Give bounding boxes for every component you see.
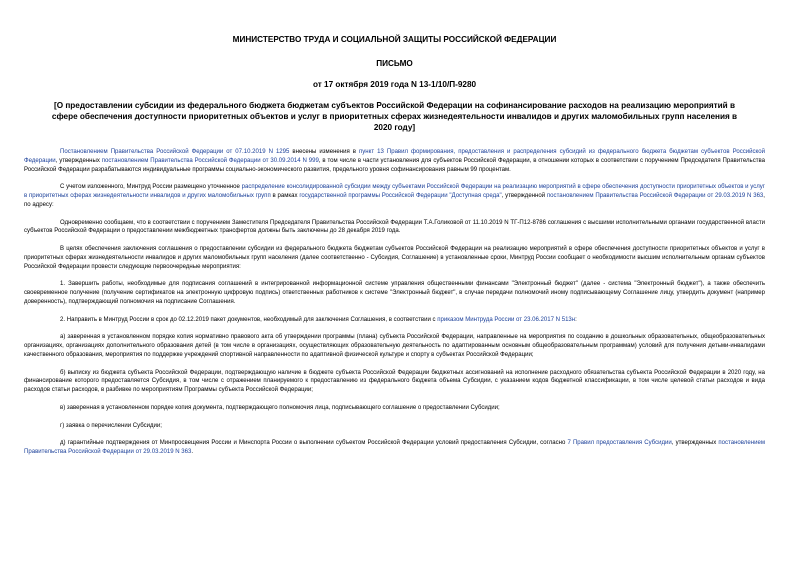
paragraph-2-text-3: , утвержденной bbox=[501, 193, 547, 199]
paragraph-g: г) заявка о перечислении Субсидии; bbox=[60, 422, 162, 429]
paragraph-2 bbox=[24, 183, 765, 209]
paragraph-1-text-3: , в том числе в части установления для субъектов Российской Федерации, в отношении которых в соответствии с поручением Председателя Правительства Российской Федерации разрабатываются индивидуальные программы социально-экономического развития, предельного уровня софинансирования равным 99 процентам. bbox=[24, 157, 765, 173]
link-decree-363[interactable]: постановлением Правительства Российской Федерации от 29.03.2019 N 363 bbox=[546, 193, 764, 199]
paragraph-5: 1. Завершить работы, необходимые для подписания соглашений в интегрированной информационной системе управления общественными финансами "Электронный бюджет" (далее - система "Электронный бюджет"), а также обеспечить своевременное получение (получение сертификатов на электронную цифровую подпись) ответственных работников к системе "Электронный бюджет", в случае передачи полномочий иному подписывающему Соглашение лицу, утвердить документ (например доверенность), подтверждающий полномочия на подписание Соглашения. bbox=[24, 281, 765, 305]
paragraph-2-text-2: в рамках bbox=[270, 193, 300, 199]
document-date-number: от 17 октября 2019 года N 13-1/10/П-9280 bbox=[312, 80, 477, 89]
paragraph-d bbox=[24, 439, 765, 457]
paragraph-6 bbox=[24, 316, 765, 325]
paragraph-1 bbox=[24, 148, 765, 174]
paragraph-6-text-1: 2. Направить в Минтруд России в срок до 02.12.2019 пакет документов, необходимый для заключения Соглашения, в соответствии с bbox=[60, 316, 438, 323]
paragraph-3: Одновременно сообщаем, что в соответствии с поручением Заместителя Председателя Правительства Российской Федерации Т.А.Голиковой от 11.10.2019 N ТГ-П12-8786 соглашения с высшими исполнительными органами государственной власти субъектов Российской Федерации о предоставлении межбюджетных трансфертов должны быть заключены до 28 декабря 2019 года. bbox=[24, 219, 765, 235]
link-decree-999[interactable]: постановлением Правительства Российской Федерации от 30.09.2014 N 999 bbox=[101, 157, 319, 164]
link-decree-1295[interactable]: Постановлением Правительства Российской Федерации от 07.10.2019 N 1295 bbox=[60, 149, 290, 155]
paragraph-d-text-3: . bbox=[191, 449, 194, 455]
paragraph-d-text-1: д) гарантийные подтверждения от Минпросвещения России и Минспорта России о выполнении субъектом Российской Федерации условий предоставления Субсидии, согласно bbox=[60, 440, 568, 447]
link-rules-item-7[interactable]: 7 Правил предоставления Субсидии bbox=[567, 440, 672, 447]
paragraph-1-text-2: , утвержденных bbox=[55, 157, 102, 164]
paragraph-2-text-4: , по адресу: bbox=[24, 193, 765, 208]
paragraph-6-text-2: : bbox=[575, 316, 577, 323]
document-body bbox=[24, 148, 765, 457]
link-decree-363-2[interactable]: постановлением Правительства Российской Федерации от 29.03.2019 N 363 bbox=[24, 440, 765, 455]
link-order-513n[interactable]: приказом Минтруда России от 23.06.2017 N 513н bbox=[437, 316, 576, 323]
paragraph-1-text-1: внесены изменения в bbox=[289, 149, 359, 155]
link-state-program[interactable]: государственной программы Российской Федерации "Доступная среда" bbox=[299, 193, 502, 199]
ministry-heading: МИНИСТЕРСТВО ТРУДА И СОЦИАЛЬНОЙ ЗАЩИТЫ РОССИЙСКОЙ ФЕДЕРАЦИИ bbox=[232, 35, 557, 44]
paragraph-d-text-2: , утвержденных bbox=[671, 440, 719, 447]
document-title: [О предоставлении субсидии из федерального бюджета бюджетам субъектов Российской Федерации на софинансирование расходов на реализацию мероприятий в сфере обеспечения доступности приоритетных объектов и услуг в приоритетных сферах жизнедеятельности инвалидов и других маломобильных групп населения в 2020 году] bbox=[51, 101, 738, 132]
document-type: ПИСЬМО bbox=[376, 59, 413, 68]
paragraph-b: б) выписку из бюджета субъекта Российской Федерации, подтверждающую наличие в бюджете субъекта Российской Федерации бюджетных ассигнований на исполнение расходного обязательства субъекта Российской Федерации в 2020 году, на финансирование которого предоставляется Субсидия, в том числе с отражением планируемого к предоставлению из федерального бюджета объема Субсидии, с указанием кодов бюджетной классификации, в том числе целевой статьи расходов и вида расходов статьи расходов, в разбивке по мероприятиям Программы субъекта Российской Федерации; bbox=[24, 369, 765, 393]
paragraph-2-text-1: С учетом изложенного, Минтруд России размещено уточненное bbox=[60, 184, 242, 191]
link-rules-item-13[interactable]: пункт 13 Правил формирования, предоставления и распределения субсидий из федерального бюджета бюджетам субъектов Российской Федерации bbox=[24, 149, 765, 164]
paragraph-4: В целях обеспечения заключения соглашения о предоставлении субсидии из федерального бюджета бюджетам субъектов Российской Федерации на реализацию мероприятий в сфере обеспечения доступности приоритетных объектов и услуг в приоритетных сферах жизнедеятельности инвалидов и других маломобильных групп населения (далее соответственно - Субсидия, Соглашение) в установленные сроки, Минтруд России сообщает о необходимости высшим исполнительным органам субъектов Российской Федерации провести следующие первоочередные мероприятия: bbox=[24, 246, 765, 270]
paragraph-a: а) заверенная в установленном порядке копия нормативно правового акта об утверждении программы (плана) субъекта Российской Федерации, направленные на мероприятия по созданию в дошкольных образовательных, общеобразовательных организациях, организациях дополнительного образования детей (в том числе в организациях, осуществляющих образовательную деятельность по адаптированным основным общеобразовательным программам) условий для получения детьми-инвалидами качественного образования, мероприятия по поддержке учреждений спортивной направленности по адаптивной физической культуре и спорту в субъектах Российской Федерации; bbox=[24, 334, 765, 358]
paragraph-v: в) заверенная в установленном порядке копия документа, подтверждающего полномочия лица, подписывающего соглашение о предоставлении Субсидии; bbox=[60, 404, 500, 411]
link-subsidy-distribution[interactable]: распределение консолидированной субсидии между субъектами Российской Федерации на реализацию мероприятий в сфере обеспечения доступности приоритетных объектов и услуг в приоритетных сферах жизнедеятельности инвалидов и других маломобильных групп bbox=[24, 184, 765, 199]
